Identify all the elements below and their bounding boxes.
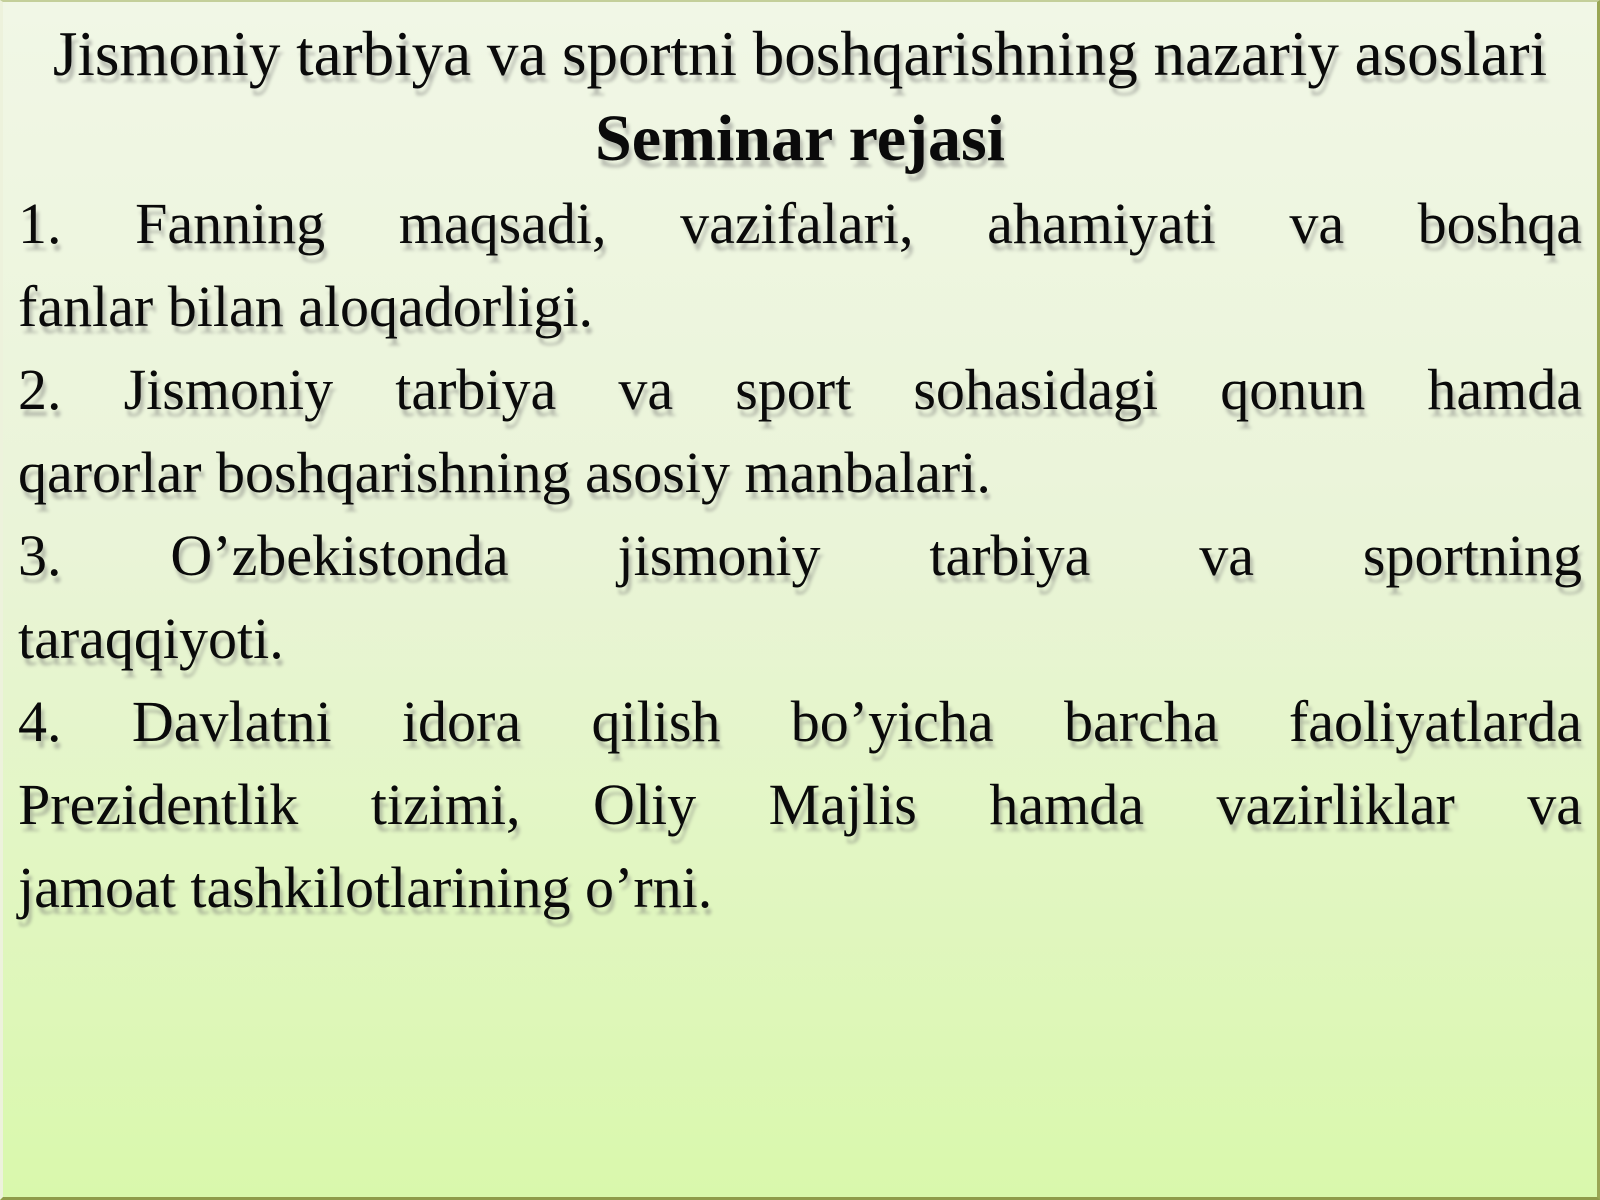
item-line: jamoat tashkilotlarining o’rni. (18, 855, 713, 920)
item-line: qarorlar boshqarishning asosiy manbalari. (18, 440, 991, 505)
item-line: 1. Fanning maqsadi, vazifalari, ahamiyati va boshqa (18, 191, 1582, 256)
item-line: fanlar bilan aloqadorligi. (18, 274, 593, 339)
seminar-item-3 (18, 514, 1582, 680)
item-line: taraqqiyoti. (18, 606, 284, 671)
item-line: 3. O’zbekistonda jismoniy tarbiya va sportning (18, 523, 1582, 588)
slide-title: Jismoniy tarbiya va sportni boshqarishning nazariy asoslari (52, 19, 1548, 89)
seminar-item-2 (18, 348, 1582, 514)
item-line: Prezidentlik tizimi, Oliy Majlis hamda vazirliklar va (18, 772, 1582, 837)
seminar-item-1 (18, 182, 1582, 348)
item-line: 4. Davlatni idora qilish bo’yicha barcha faoliyatlarda (18, 689, 1582, 754)
seminar-item-4 (18, 680, 1582, 929)
slide-subtitle: Seminar rejasi (594, 102, 1006, 175)
item-line: 2. Jismoniy tarbiya va sport sohasidagi qonun hamda (18, 357, 1582, 422)
